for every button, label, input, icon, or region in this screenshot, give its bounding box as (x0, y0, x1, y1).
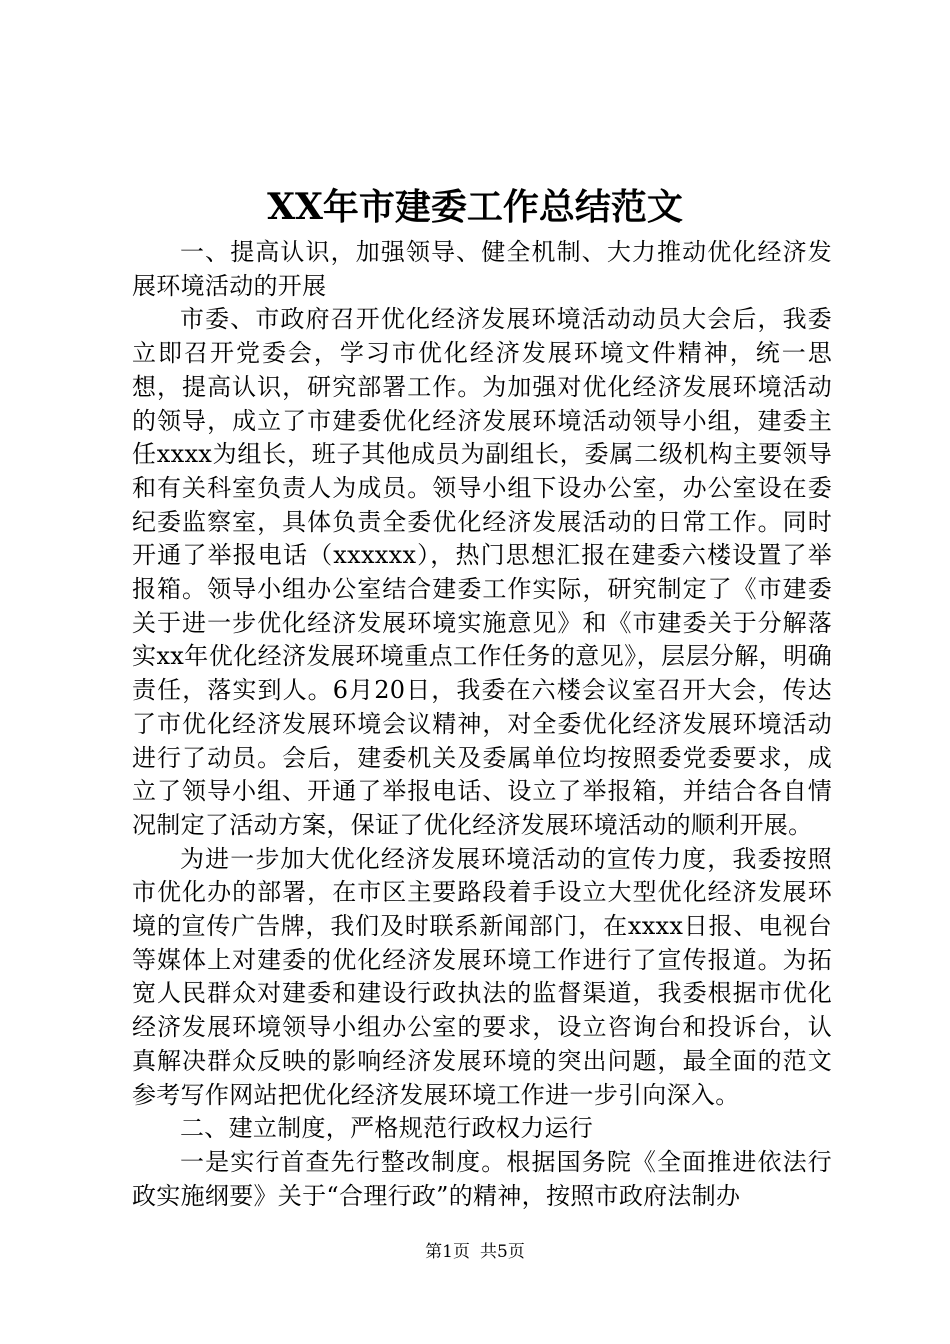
paragraph-1: 市委、市政府召开优化经济发展环境活动动员大会后，我委立即召开党委会，学习市优化经济发展环境文件精神，统一思想，提高认识，研究部署工作。为加强对优化经济发展环境活动的领导，成立了市建委优化经济发展环境活动领导小组，建委主任xxxx为组长，班子其他成员为副组长，委属二级机构主要领导和有关科室负责人为成员。领导小组下设办公室，办公室设在委纪委监察室，具体负责全委优化经济发展活动的日常工作。同时开通了举报电话（xxxxxx），热门思想汇报在建委六楼设置了举报箱。领导小组办公室结合建委工作实际，研究制定了《市建委关于进一步优化经济发展环境实施意见》和《市建委关于分解落实xx年优化经济发展环境重点工作任务的意见》，层层分解，明确责任，落实到人。6月20日，我委在六楼会议室召开大会，传达了市优化经济发展环境会议精神，对全委优化经济发展环境活动进行了动员。会后，建委机关及委属单位均按照委党委要求，成立了领导小组、开通了举报电话、设立了举报箱，并结合各自情况制定了活动方案，保证了优化经济发展环境活动的顺利开展。 (132, 305, 832, 839)
page-footer (0, 1240, 950, 1264)
paragraph-heading-1: 一、提高认识，加强领导、健全机制、大力推动优化经济发展环境活动的开展 (132, 238, 832, 300)
document-body (132, 236, 832, 1213)
document-title: XX年市建委工作总结范文 (267, 186, 683, 228)
paragraph-3: 一是实行首查先行整改制度。根据国务院《全面推进依法行政实施纲要》关于“合理行政”的精神，按照市政府法制办 (132, 1147, 832, 1210)
page-number-total: 共5页 (480, 1242, 525, 1262)
page-number-current: 第1页 (425, 1242, 470, 1262)
paragraph-2: 为进一步加大优化经济发展环境活动的宣传力度，我委按照市优化办的部署，在市区主要路段着手设立大型优化经济发展环境的宣传广告牌，我们及时联系新闻部门，在xxxx日报、电视台等媒体上对建委的优化经济发展环境工作进行了宣传报道。为拓宽人民群众对建委和建设行政执法的监督渠道，我委根据市优化经济发展环境领导小组办公室的要求，设立咨询台和投诉台，认真解决群众反映的影响经济发展环境的突出问题，最全面的范文参考写作网站把优化经济发展环境工作进一步引向深入。 (132, 844, 832, 1109)
paragraph-heading-2: 二、建立制度，严格规范行政权力运行 (180, 1114, 594, 1143)
